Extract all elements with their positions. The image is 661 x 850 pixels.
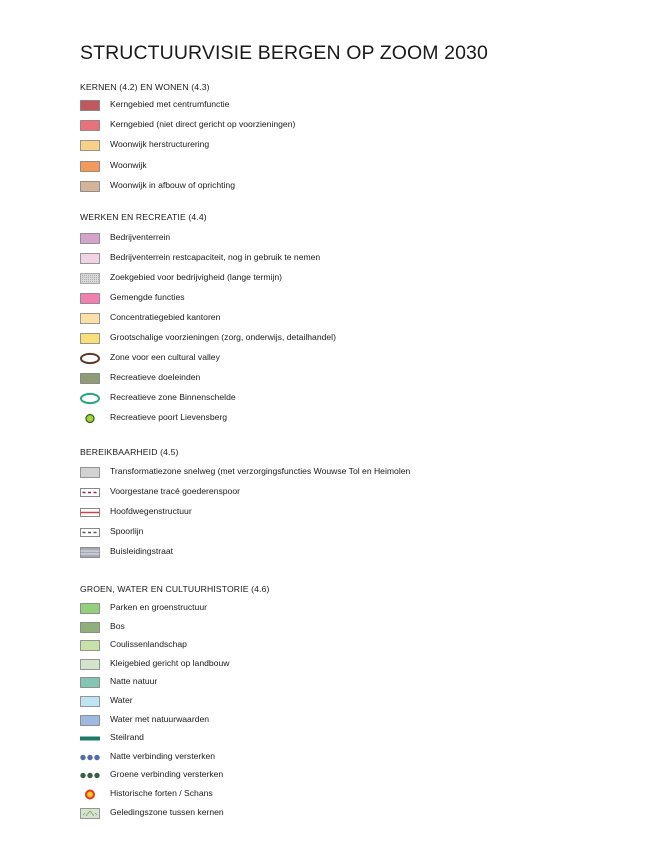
- legend-symbol-red-line: [80, 504, 100, 520]
- legend-label: Kerngebied (niet direct gericht op voorzieningen): [110, 119, 296, 129]
- legend-symbol-ellipse: [80, 390, 100, 406]
- legend-symbol-dot: [80, 410, 100, 426]
- legend-symbol-swatch: [80, 600, 100, 616]
- legend-symbol-ellipse: [80, 350, 100, 366]
- legend-item: [80, 637, 640, 653]
- legend-item: [80, 464, 640, 480]
- legend-item: [80, 390, 640, 406]
- legend-symbol-swatch: [80, 97, 100, 113]
- legend-symbol-swatch: [80, 370, 100, 386]
- section-title: GROEN, WATER EN CULTUURHISTORIE (4.6): [80, 584, 270, 594]
- legend-label: Natte natuur: [110, 676, 158, 686]
- legend-label: Recreatieve poort Lievensberg: [110, 412, 228, 422]
- legend-label: Kleigebied gericht op landbouw: [110, 658, 230, 668]
- legend-item: [80, 504, 640, 520]
- legend-label: Historische forten / Schans: [110, 788, 213, 798]
- legend-label: Recreatieve doeleinden: [110, 372, 201, 382]
- legend-symbol-swatch: [80, 310, 100, 326]
- section-title: BEREIKBAARHEID (4.5): [80, 447, 179, 457]
- legend-symbol-geleding: [80, 805, 100, 821]
- legend-item: [80, 370, 640, 386]
- section-title: WERKEN EN RECREATIE (4.4): [80, 212, 207, 222]
- legend-symbol-fort: [80, 786, 100, 802]
- legend-label: Voorgestane tracé goederenspoor: [110, 486, 240, 496]
- legend-item: [80, 767, 640, 783]
- legend-item: [80, 712, 640, 728]
- legend-label: Bedrijventerrein: [110, 232, 171, 242]
- legend-symbol-dashed-line: [80, 524, 100, 540]
- legend-item: [80, 178, 640, 194]
- legend-symbol-dots: [80, 749, 100, 765]
- legend-item: [80, 310, 640, 326]
- legend-label: Woonwijk in afbouw of oprichting: [110, 180, 235, 190]
- legend-symbol-swatch: [80, 637, 100, 653]
- legend-label: Grootschalige voorzieningen (zorg, onderwijs, detailhandel): [110, 332, 336, 342]
- legend-item: [80, 158, 640, 174]
- legend-label: Water met natuurwaarden: [110, 714, 210, 724]
- legend-label: Steilrand: [110, 732, 144, 742]
- legend-label: Hoofdwegenstructuur: [110, 506, 192, 516]
- legend-item: [80, 410, 640, 426]
- legend-item: [80, 674, 640, 690]
- legend-item: [80, 619, 640, 635]
- legend-symbol-swatch: [80, 117, 100, 133]
- legend-symbol-swatch: [80, 693, 100, 709]
- legend-label: Bos: [110, 621, 125, 631]
- legend-item: [80, 730, 640, 746]
- legend-label: Coulissenlandschap: [110, 639, 187, 649]
- legend-symbol-swatch: [80, 619, 100, 635]
- legend-symbol-swatch: [80, 230, 100, 246]
- legend-item: [80, 656, 640, 672]
- legend-symbol-swatch: [80, 464, 100, 480]
- legend-label: Water: [110, 695, 133, 705]
- legend-symbol-swatch: [80, 137, 100, 153]
- legend-symbol-swatch: [80, 158, 100, 174]
- legend-symbol-swatch: [80, 712, 100, 728]
- legend-item: [80, 230, 640, 246]
- legend-symbol-thick-line: [80, 730, 100, 746]
- legend-item: [80, 290, 640, 306]
- legend-item: [80, 350, 640, 366]
- legend-symbol-dotted-swatch: [80, 270, 100, 286]
- legend-item: [80, 693, 640, 709]
- legend-label: Parken en groenstructuur: [110, 602, 207, 612]
- legend-label: Concentratiegebied kantoren: [110, 312, 221, 322]
- legend-item: [80, 524, 640, 540]
- legend-symbol-swatch: [80, 250, 100, 266]
- legend-symbol-swatch: [80, 674, 100, 690]
- legend-label: Kerngebied met centrumfunctie: [110, 99, 230, 109]
- legend-label: Geledingszone tussen kernen: [110, 807, 224, 817]
- legend-label: Zoekgebied voor bedrijvigheid (lange termijn): [110, 272, 282, 282]
- section-title: KERNEN (4.2) EN WONEN (4.3): [80, 82, 210, 92]
- legend-symbol-swatch: [80, 290, 100, 306]
- legend-item: [80, 544, 640, 560]
- legend-symbol-swatch: [80, 330, 100, 346]
- legend-title: STRUCTUURVISIE BERGEN OP ZOOM 2030: [80, 42, 488, 64]
- legend-label: Groene verbinding versterken: [110, 769, 224, 779]
- legend-label: Spoorlijn: [110, 526, 144, 536]
- legend-item: [80, 137, 640, 153]
- legend-item: [80, 250, 640, 266]
- legend-item: [80, 117, 640, 133]
- legend-label: Bedrijventerrein restcapaciteit, nog in gebruik te nemen: [110, 252, 321, 262]
- legend-item: [80, 330, 640, 346]
- legend-label: Buisleidingstraat: [110, 546, 174, 556]
- legend-item: [80, 484, 640, 500]
- legend-label: Woonwijk herstructurering: [110, 139, 210, 149]
- legend-symbol-swatch: [80, 178, 100, 194]
- legend-label: Transformatiezone snelweg (met verzorgingsfuncties Wouwse Tol en Heimolen: [110, 466, 411, 476]
- legend-item: [80, 786, 640, 802]
- legend-label: Natte verbinding versterken: [110, 751, 216, 761]
- legend-label: Gemengde functies: [110, 292, 185, 302]
- legend-item: [80, 749, 640, 765]
- legend-item: [80, 270, 640, 286]
- legend-label: Zone voor een cultural valley: [110, 352, 220, 362]
- legend-symbol-dots: [80, 767, 100, 783]
- legend-item: [80, 600, 640, 616]
- legend-label: Woonwijk: [110, 160, 147, 170]
- legend-item: [80, 805, 640, 821]
- legend-symbol-swatch: [80, 656, 100, 672]
- legend-symbol-dashed-line: [80, 484, 100, 500]
- legend-label: Recreatieve zone Binnenschelde: [110, 392, 236, 402]
- legend-symbol-pipe: [80, 544, 100, 560]
- legend-item: [80, 97, 640, 113]
